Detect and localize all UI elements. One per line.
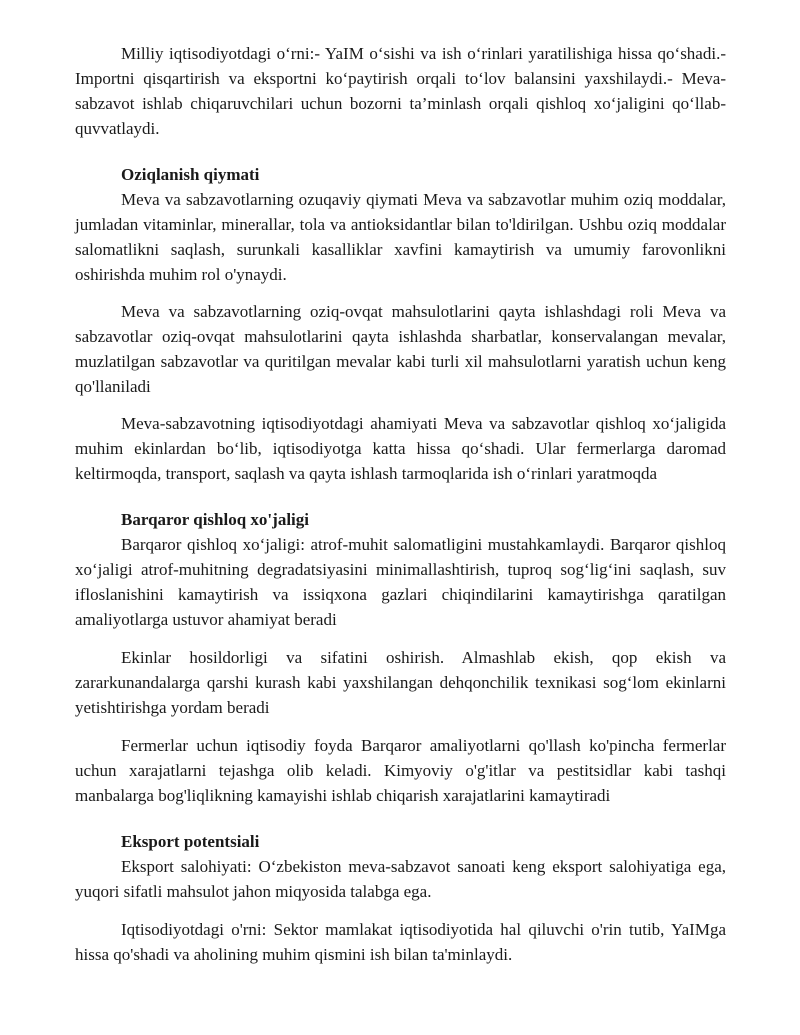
- paragraph-crop-yield: Ekinlar hosildorligi va sifatini oshirish. Almashlab ekish, qop ekish va zararkunandalarga qarshi kurash kabi yaxshilangan dehqonchilik texnikasi sog‘lom ekinlarni yetishtirishga yordam beradi: [75, 648, 726, 717]
- paragraph-export-potential: Eksport salohiyati: O‘zbekiston meva-sabzavot sanoati keng eksport salohiyatiga ega, yuqori sifatli mahsulot jahon miqyosida talabga ega.: [75, 857, 726, 901]
- paragraph-nutrition-value: Meva va sabzavotlarning ozuqaviy qiymati Meva va sabzavotlar muhim oziq moddalar, jumladan vitaminlar, minerallar, tola va antioksidantlar bilan to'ldirilgan. Ushbu oziq moddalar salomatlikni saqlash, surunkali kasalliklar xavfini kamaytirish va umumiy farovonlikni oshirishda muhim rol o'ynaydi.: [75, 190, 726, 284]
- heading-nutrition-value: Oziqlanish qiymati: [121, 165, 260, 184]
- paragraph-food-processing-role: Meva va sabzavotlarning oziq-ovqat mahsulotlarini qayta ishlashdagi roli Meva va sabzavotlar oziq-ovqat mahsulotlarini qayta ishlashda sharbatlar, konservalangan mevalar, muzlatilgan sabzavotlar va quritilgan mevalar kabi turli xil mahsulotlarni yaratish uchun keng qo'llaniladi: [75, 302, 726, 396]
- heading-export-potential: Eksport potentsiali: [121, 832, 260, 851]
- paragraph-economy-role: Iqtisodiyotdagi o'rni: Sektor mamlakat iqtisodiyotida hal qiluvchi o'rin tutib, YaIMga hissa qo'shadi va aholining muhim qismini ish bilan ta'minlaydi.: [75, 920, 726, 964]
- paragraph-national-economy-role: Milliy iqtisodiyotdagi o‘rni:- YaIM o‘sishi va ish o‘rinlari yaratilishiga hissa qo‘shadi.- Importni qisqartirish va eksportni ko‘paytirish orqali to‘lov balansini yaxshilaydi.- Meva-sabzavot ishlab chiqaruvchilari uchun bozorni ta’minlash orqali qishloq xo‘jaligini qo‘llab-quvvatlaydi.: [75, 44, 726, 138]
- heading-sustainable-agriculture: Barqaror qishloq xo'jaligi: [121, 510, 309, 529]
- paragraph-sustainable-agriculture: Barqaror qishloq xo‘jaligi: atrof-muhit salomatligini mustahkamlaydi. Barqaror qishloq xo‘jaligi atrof-muhitning degradatsiyasini minimallashtirish, tuproq sog‘lig‘ini saqlash, suv ifloslanishini kamaytirish va issiqxona gazlari chiqindilarini kamaytirishga qaratilgan amaliyotlarga ustuvor ahamiyat beradi: [75, 535, 726, 629]
- paragraph-farmer-benefit: Fermerlar uchun iqtisodiy foyda Barqaror amaliyotlarni qo'llash ko'pincha fermerlar uchun xarajatlarni tejashga olib keladi. Kimyoviy o'g'itlar va pestitsidlar kabi tashqi manbalarga bog'liqlikning kamayishi ishlab chiqarish xarajatlarini kamaytiradi: [75, 736, 726, 805]
- document-page: [75, 41, 726, 967]
- paragraph-economic-importance: Meva-sabzavotning iqtisodiyotdagi ahamiyati Meva va sabzavotlar qishloq xo‘jaligida muhim ekinlardan bo‘lib, iqtisodiyotga katta hissa qo‘shadi. Ular fermerlarga daromad keltirmoqda, transport, saqlash va qayta ishlash tarmoqlarida ish o‘rinlari yaratmoqda: [75, 414, 726, 483]
